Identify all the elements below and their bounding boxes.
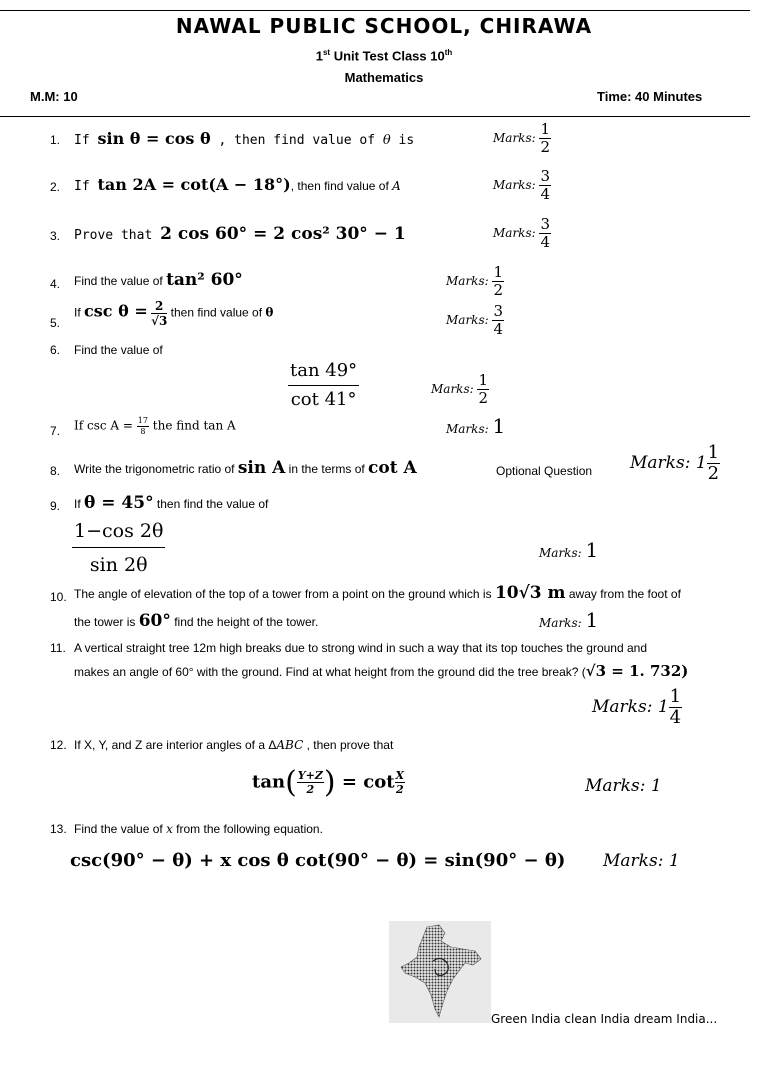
question-12-marks: Marks: 1: [585, 776, 662, 796]
question-9-fraction: $\frac{1-\cos 2\theta}{\sin 2\theta}$: [74, 520, 164, 576]
header-rule: [0, 116, 750, 117]
question-4-marks: Marks: $\frac{1}{2}$: [446, 263, 504, 299]
question-11-line-1: A vertical straight tree 12m high breaks due to strong wind in such a way that its top touches the ground and: [74, 641, 647, 655]
india-map-image: [389, 921, 491, 1023]
question-number: 3.: [50, 229, 61, 243]
optional-question-label: Optional Question: [496, 464, 593, 478]
question-10-marks: Marks: 1: [539, 608, 599, 632]
question-7-marks: Marks: 1: [446, 414, 506, 438]
question-1-text: If sin θ = cos θ , then find value of θ is: [74, 129, 415, 148]
question-number: 12.: [50, 738, 67, 752]
question-12-text: If X, Y, and Z are interior angles of a ΔABC , then prove that: [74, 738, 394, 752]
school-title: NAWAL PUBLIC SCHOOL, CHIRAWA: [175, 14, 593, 38]
question-number: 1.: [50, 133, 61, 147]
question-number: 11.: [50, 641, 66, 655]
top-rule: [0, 10, 750, 11]
question-2-marks: Marks: $\frac{3}{4}$: [493, 167, 551, 203]
india-map-icon: [389, 921, 491, 1023]
question-number: 5.: [50, 316, 61, 330]
question-13-text: Find the value of x from the following equation.: [74, 822, 323, 836]
max-marks: M.M: 10: [30, 89, 78, 104]
question-13-marks: Marks: 1: [603, 851, 680, 871]
question-8-text: Write the trigonometric ratio of sin A in the terms of cot A: [74, 458, 417, 478]
question-13-equation: csc(90° − θ) + x cos θ cot(90° − θ) = sin(90° − θ): [70, 850, 566, 871]
question-11-marks: Marks: 1 $\frac{1}{4}$: [592, 686, 682, 728]
question-10-line-2: the tower is 60° find the height of the tower.: [74, 611, 319, 631]
question-5-marks: Marks: $\frac{3}{4}$: [446, 302, 504, 338]
question-number: 13.: [50, 822, 67, 836]
question-6-marks: Marks: $\frac{1}{2}$: [431, 371, 489, 407]
question-6-fraction: $\frac{\tan 49^\circ}{\cot 41^\circ}$: [290, 360, 358, 410]
question-9-text: If θ = 45° then find the value of: [74, 493, 269, 513]
question-6-text: Find the value of: [74, 343, 163, 357]
question-number: 8.: [50, 464, 61, 478]
question-12-equation: tan( $\frac{Y+Z}{2}$ ) = cot $\frac{X}{2}$: [252, 765, 405, 800]
question-7-text: If csc A = $\frac{17}{8}$ the find tan A: [74, 416, 236, 436]
question-3-text: Prove that 2 cos 60° = 2 cos² 30° − 1: [74, 224, 406, 244]
question-4-text: Find the value of tan² 60°: [74, 270, 243, 290]
subject-title: Mathematics: [344, 70, 424, 85]
footer-caption: Green India clean India dream India...: [491, 1012, 718, 1026]
question-8-marks: Marks: 1 $\frac{1}{2}$: [630, 442, 720, 484]
test-title: 1st Unit Test Class 10th: [315, 48, 453, 64]
time-limit: Time: 40 Minutes: [597, 89, 703, 104]
question-11-line-2: makes an angle of 60° with the ground. Find at what height from the ground did the tree break? (√3 = 1. 732): [74, 662, 689, 680]
question-number: 10.: [50, 590, 67, 604]
question-3-marks: Marks: $\frac{3}{4}$: [493, 215, 551, 251]
question-number: 9.: [50, 499, 61, 513]
question-2-text: If tan 2A = cot(A − 18°), then find value of A: [74, 175, 401, 194]
question-number: 4.: [50, 277, 61, 291]
question-9-marks: Marks: 1: [539, 538, 599, 562]
question-number: 2.: [50, 180, 61, 194]
question-1-marks: Marks: $\frac{1}{2}$: [493, 120, 551, 156]
question-5-text: If csc θ = $\frac{2}{√3}$ then find value of θ: [74, 299, 274, 328]
question-number: 7.: [50, 424, 61, 438]
question-10-line-1: The angle of elevation of the top of a tower from a point on the ground which is 10√3 m away from the foot of: [74, 583, 681, 603]
question-number: 6.: [50, 343, 61, 357]
